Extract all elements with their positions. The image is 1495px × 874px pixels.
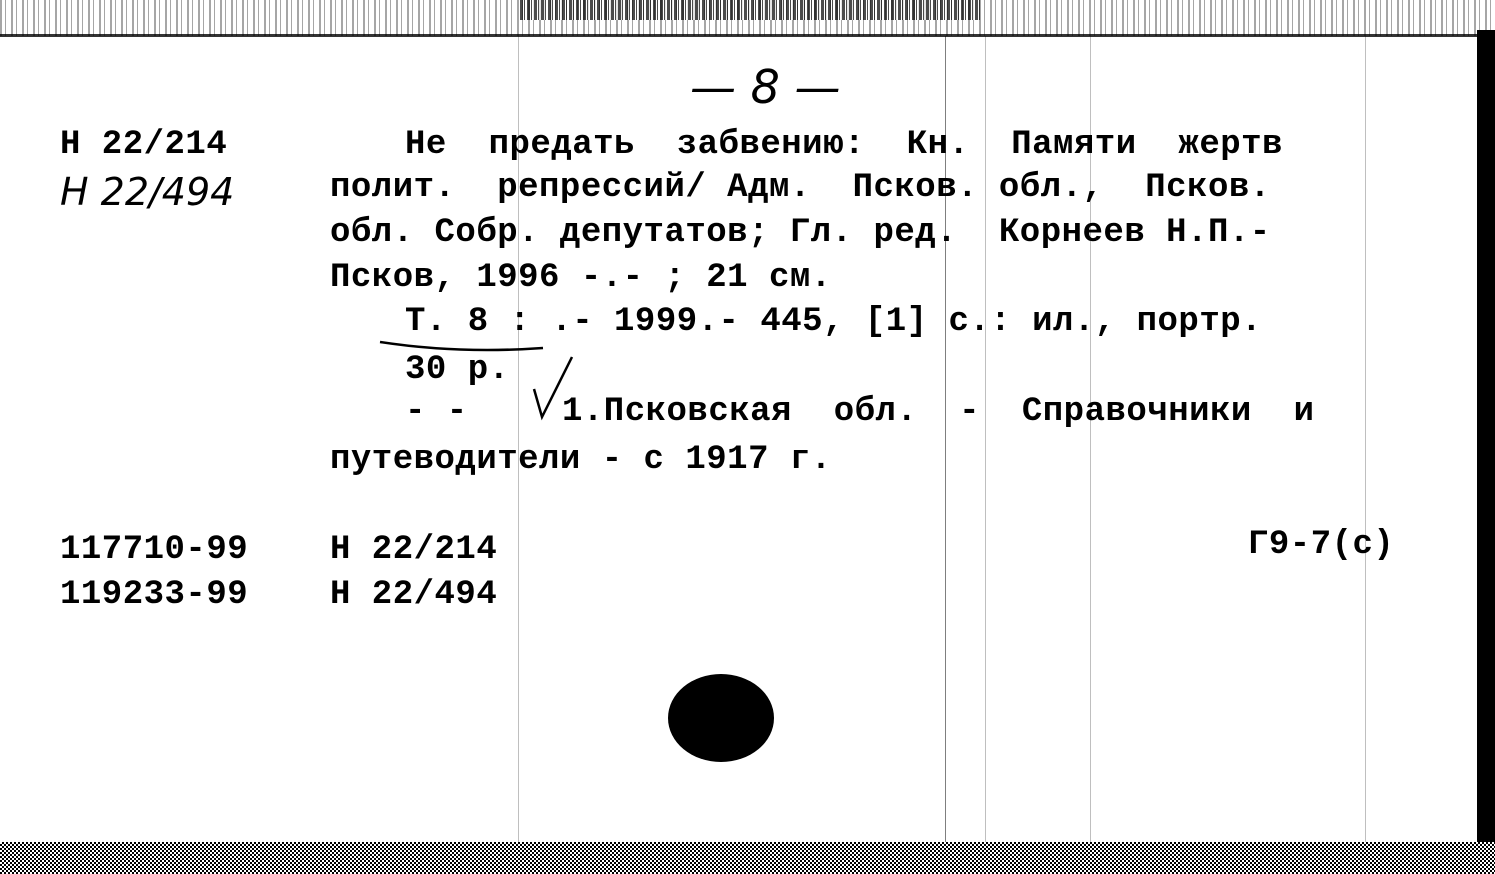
classification-code: Г9-7(с) (1248, 526, 1395, 564)
entry-line-1: Не предать забвению: Кн. Памяти жертв (405, 126, 1283, 164)
entry-line-3: обл. Собр. депутатов; Гл. ред. Корнеев Н.П.- (330, 214, 1271, 252)
entry-line-5: Т. 8 : .- 1999.- 445, [1] с.: ил., портр. (405, 303, 1263, 341)
scan-top-border-dark (520, 0, 980, 20)
entry-line-7-prefix: - - (405, 393, 468, 431)
punch-hole (668, 674, 774, 762)
inventory-number-1: 117710-99 (60, 531, 249, 569)
location-code-1: Н 22/214 (330, 531, 498, 569)
entry-line-7: 1.Псковская обл. - Справочники и (562, 393, 1315, 431)
entry-line-8: путеводители - с 1917 г. (330, 441, 832, 479)
entry-line-4: Псков, 1996 -.- ; 21 см. (330, 259, 832, 297)
scan-bottom-border (0, 842, 1495, 874)
inventory-number-2: 119233-99 (60, 576, 249, 614)
location-code-2: Н 22/494 (330, 576, 498, 614)
handwritten-checkmark (530, 355, 580, 425)
call-number-handwritten: Н 22/494 (60, 170, 235, 214)
card-top-edge (0, 34, 1495, 37)
handwritten-page-number: — 8 — (690, 60, 841, 114)
handwritten-underline (378, 336, 548, 356)
entry-line-6: 30 р. (405, 351, 510, 389)
call-number-typed: Н 22/214 (60, 126, 228, 164)
entry-line-2: полит. репрессий/ Адм. Псков. обл., Псков. (330, 169, 1271, 207)
card-right-edge (1477, 30, 1495, 874)
scan-line (1365, 36, 1366, 842)
